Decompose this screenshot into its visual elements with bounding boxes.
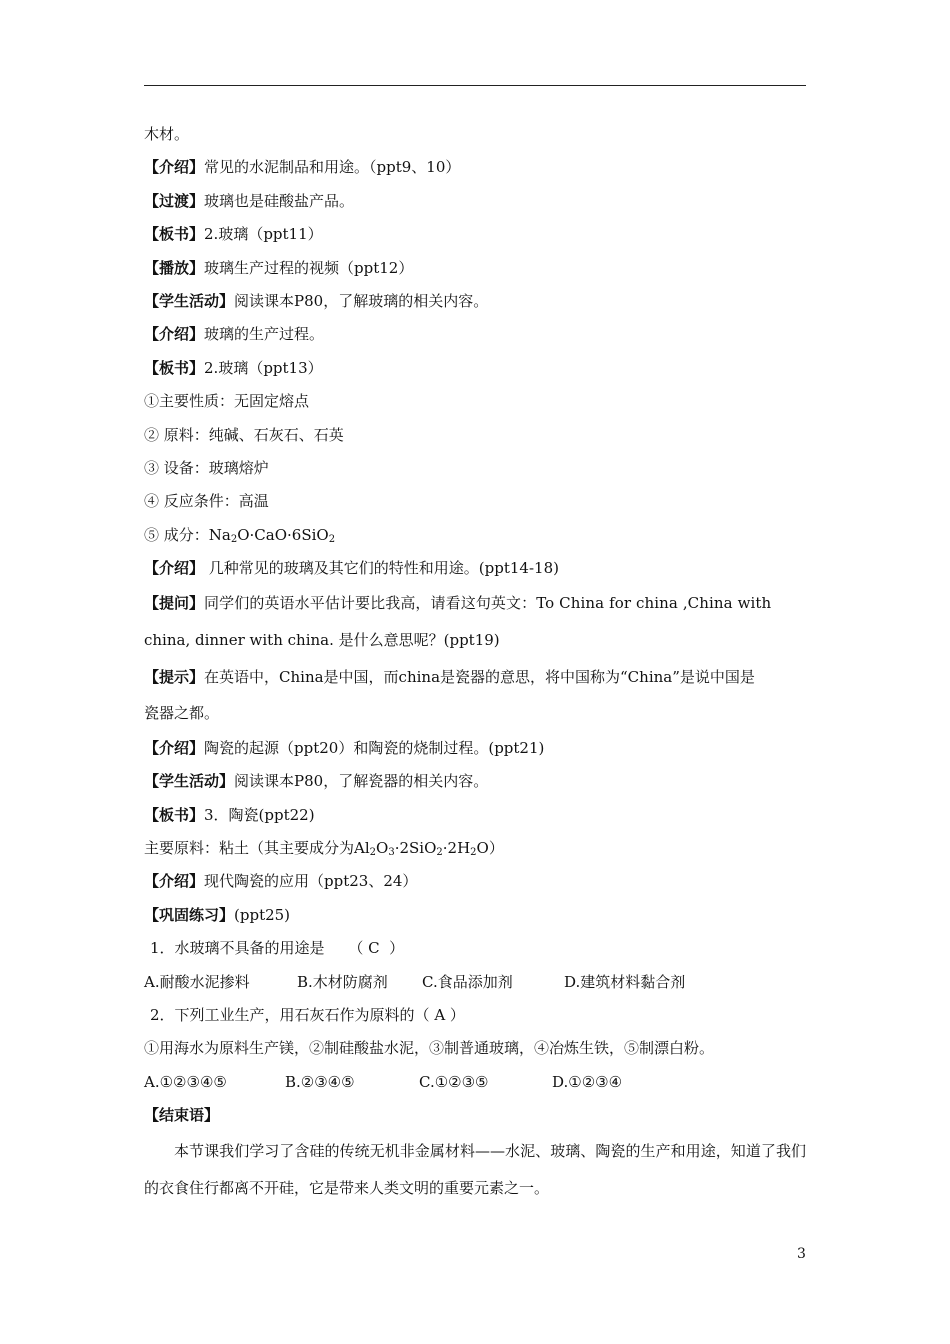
text-line bbox=[144, 485, 806, 518]
option-d: D.建筑材料黏合剂 bbox=[564, 972, 686, 991]
text-line bbox=[144, 118, 806, 151]
line-text: china, dinner with china. 是什么意思呢？(ppt19) bbox=[144, 631, 500, 650]
formula-text: ·2SiO bbox=[394, 839, 437, 858]
line-text: 现代陶瓷的应用（ppt23、24） bbox=[204, 872, 418, 891]
option-c: C.食品添加剂 bbox=[422, 972, 513, 991]
text-line bbox=[144, 585, 806, 622]
formula-text: O） bbox=[476, 839, 504, 858]
section-tag: 【提示】 bbox=[144, 667, 205, 686]
text-line bbox=[144, 352, 806, 385]
closing-paragraph: 本节课我们学习了含硅的传统无机非金属材料——水泥、玻璃、陶瓷的生产和用途，知道了我们的衣食住行都离不开硅，它是带来人类文明的重要元素之一。 bbox=[144, 1141, 806, 1197]
text-line bbox=[144, 385, 806, 418]
text-line bbox=[144, 1099, 806, 1132]
line-text: 瓷器之都。 bbox=[144, 704, 220, 723]
line-text: 2.玻璃（ppt13） bbox=[204, 358, 323, 377]
subscript: 2 bbox=[470, 847, 477, 859]
option-a: A.①②③④⑤ bbox=[144, 1072, 227, 1091]
option-c: C.①②③⑤ bbox=[419, 1072, 489, 1091]
text-line bbox=[144, 732, 806, 765]
formula-text: 主要原料：粘土（其主要成分为Al bbox=[144, 839, 370, 858]
text-line bbox=[144, 285, 806, 318]
formula-text: O·CaO·6SiO bbox=[237, 525, 329, 544]
section-tag: 【介绍】 bbox=[144, 559, 205, 578]
text-line bbox=[144, 865, 806, 898]
subscript: 2 bbox=[369, 847, 377, 859]
line-text: ①用海水为原料生产镁，②制硅酸盐水泥，③制普通玻璃，④冶炼生铁，⑤制漂白粉。 bbox=[144, 1039, 715, 1058]
formula-text: ·2H bbox=[442, 839, 471, 858]
line-text: 玻璃生产过程的视频（ppt12） bbox=[204, 258, 414, 277]
question-2 bbox=[144, 999, 806, 1032]
section-tag: 【结束语】 bbox=[144, 1106, 220, 1125]
subscript: 3 bbox=[388, 847, 395, 859]
text-line bbox=[144, 552, 806, 585]
section-tag: 【板书】 bbox=[144, 225, 205, 244]
line-text: ④ 反应条件：高温 bbox=[144, 492, 269, 511]
line-text: ③ 设备：玻璃熔炉 bbox=[144, 458, 269, 477]
line-text: 2.玻璃（ppt11） bbox=[204, 225, 323, 244]
question-text: 1．水玻璃不具备的用途是 （ C ） bbox=[150, 939, 405, 958]
section-tag: 【板书】 bbox=[144, 358, 205, 377]
question-text: 2．下列工业生产，用石灰石作为原料的（ A ） bbox=[150, 1005, 465, 1024]
formula-text: O bbox=[376, 839, 389, 858]
text-line bbox=[144, 218, 806, 251]
line-text: 常见的水泥制品和用途。（ppt9、10） bbox=[204, 158, 461, 177]
text-line bbox=[144, 151, 806, 184]
line-text: 在英语中，China是中国，而china是瓷器的意思，将中国称为“China”是说中国是 bbox=[204, 667, 755, 686]
formula-text: ⑤ 成分：Na bbox=[144, 525, 231, 544]
section-tag: 【过渡】 bbox=[144, 191, 205, 210]
text-line bbox=[144, 622, 806, 659]
line-text: 3．陶瓷(ppt22) bbox=[204, 805, 315, 824]
line-text: 阅读课本P80，了解瓷器的相关内容。 bbox=[234, 772, 489, 791]
section-tag: 【巩固练习】 bbox=[144, 905, 235, 924]
text-line bbox=[144, 765, 806, 798]
options-line bbox=[144, 966, 806, 999]
section-tag: 【学生活动】 bbox=[144, 291, 235, 310]
text-line bbox=[144, 419, 806, 452]
text-line bbox=[144, 695, 806, 732]
option-d: D.①②③④ bbox=[552, 1072, 623, 1091]
subscript: 2 bbox=[230, 533, 238, 545]
formula-line bbox=[144, 519, 806, 552]
line-text: 阅读课本P80，了解玻璃的相关内容。 bbox=[234, 291, 489, 310]
section-tag: 【播放】 bbox=[144, 258, 205, 277]
line-text: ①主要性质：无固定熔点 bbox=[144, 392, 310, 411]
text-line bbox=[144, 659, 806, 696]
subscript: 2 bbox=[436, 847, 443, 859]
text-line bbox=[144, 799, 806, 832]
line-text: 几种常见的玻璃及其它们的特性和用途。(ppt14-18) bbox=[204, 559, 559, 578]
line-text: 陶瓷的起源（ppt20）和陶瓷的烧制过程。(ppt21) bbox=[204, 738, 545, 757]
option-a: A.耐酸水泥掺料 bbox=[144, 972, 250, 991]
line-text: 同学们的英语水平估计要比我高，请看这句英文：To China for china ,China with bbox=[204, 594, 772, 613]
section-tag: 【介绍】 bbox=[144, 158, 205, 177]
section-tag: 【板书】 bbox=[144, 805, 205, 824]
section-tag: 【提问】 bbox=[144, 594, 205, 613]
section-tag: 【介绍】 bbox=[144, 872, 205, 891]
line-text: 玻璃也是硅酸盐产品。 bbox=[204, 191, 355, 210]
line-text: 木材。 bbox=[144, 125, 190, 143]
section-tag: 【介绍】 bbox=[144, 738, 205, 757]
text-line bbox=[144, 452, 806, 485]
options-line bbox=[144, 1066, 806, 1099]
section-tag: 【介绍】 bbox=[144, 325, 205, 344]
document-body bbox=[144, 118, 806, 1207]
page-number: 3 bbox=[797, 1246, 806, 1262]
text-line bbox=[144, 1032, 806, 1065]
line-text: 玻璃的生产过程。 bbox=[204, 325, 325, 344]
formula-line bbox=[144, 832, 806, 865]
text-line bbox=[144, 252, 806, 285]
text-line bbox=[144, 185, 806, 218]
subscript: 2 bbox=[328, 533, 336, 545]
option-b: B.木材防腐剂 bbox=[297, 972, 388, 991]
header-rule bbox=[144, 85, 806, 86]
text-line bbox=[144, 899, 806, 932]
line-text: (ppt25) bbox=[234, 905, 291, 924]
text-line bbox=[144, 318, 806, 351]
option-b: B.②③④⑤ bbox=[285, 1072, 355, 1091]
question-1 bbox=[144, 932, 806, 965]
section-tag: 【学生活动】 bbox=[144, 772, 235, 791]
line-text: ② 原料：纯碱、石灰石、石英 bbox=[144, 425, 344, 444]
